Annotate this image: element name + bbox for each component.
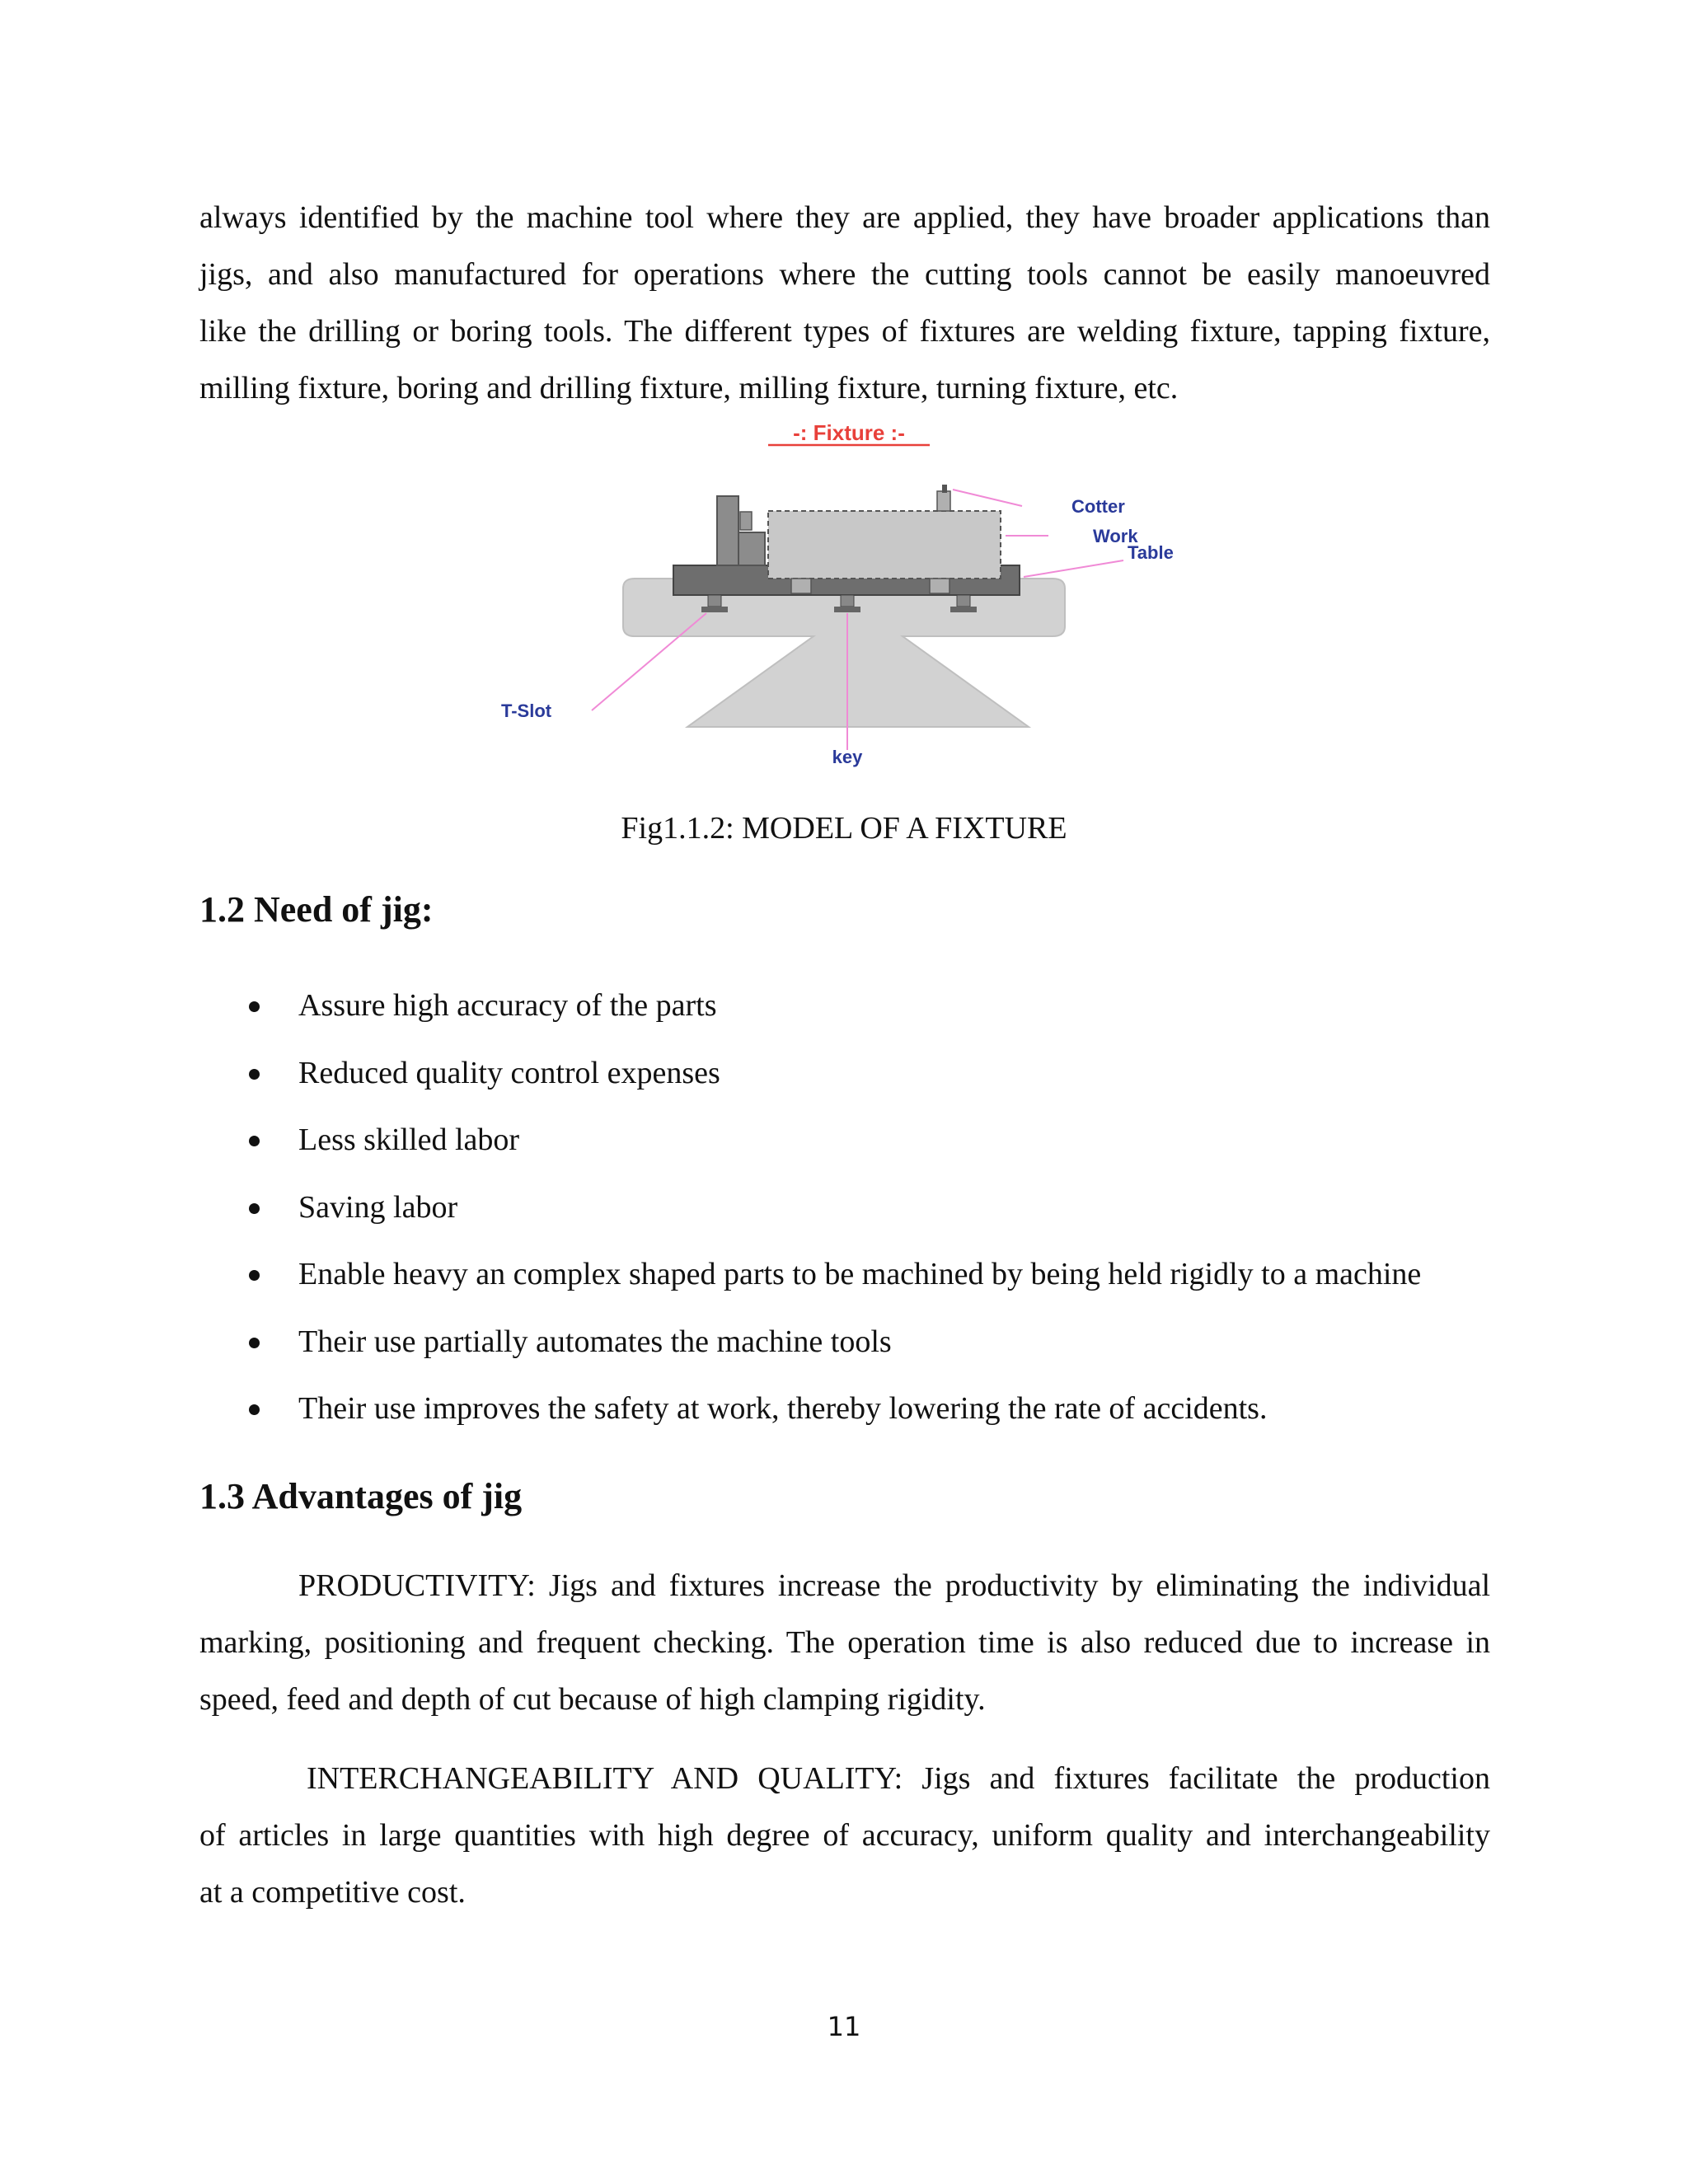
bullet-dot [249,1404,260,1415]
cotter-leader [953,490,1022,506]
text-line: speed, feed and depth of cut because of high clamping rigidity. [199,1682,986,1717]
text-line: jigs, and also manufactured for operations where the cutting tools cannot be easily manoeuvred [199,257,1490,292]
cotter-part [937,491,950,511]
bullet-dot [249,1136,260,1146]
workpiece [768,511,1001,579]
list-item-text: Their use partially automates the machine tools [298,1324,892,1359]
figure-caption: Fig1.1.2: MODEL OF A FIXTURE [621,811,1067,846]
cotter-pin [942,485,947,493]
list-item-text: Reduced quality control expenses [298,1055,720,1090]
list-item-text: Their use improves the safety at work, thereby lowering the rate of accidents. [298,1391,1268,1426]
text-line: marking, positioning and frequent checking. The operation time is also reduced due to increase in [199,1625,1490,1660]
section-heading-advantages: 1.3 Advantages of jig [199,1476,523,1516]
list-item-text: Enable heavy an complex shaped parts to be machined by being held rigidly to a machine [298,1257,1422,1291]
bullet-dot [249,1338,260,1348]
t-bolt-left [708,595,721,607]
label-work: Work [1093,526,1138,546]
table-leader [1024,560,1123,577]
page-number: 11 [827,2011,861,2042]
label-key: key [832,747,863,767]
bullet-dot [249,1069,260,1080]
label-cotter: Cotter [1071,496,1125,517]
locating-block [717,496,738,565]
list-item-text: Saving labor [298,1189,458,1225]
text-line: like the drilling or boring tools. The different types of fixtures are welding fixture, tapping fixture, [199,314,1490,349]
support-pin-right [930,579,950,593]
key-bolt [841,595,854,607]
t-bolt-right-head [950,607,977,612]
intro-paragraph [199,190,1490,417]
t-bolt-left-head [701,607,728,612]
list-item [199,1107,1518,1174]
text-line: milling fixture, boring and drilling fixture, milling fixture, turning fixture, etc. [199,371,1179,405]
label-t-slot: T-Slot [501,701,552,721]
text-line: INTERCHANGEABILITY AND QUALITY: Jigs and fixtures facilitate the production [307,1761,1490,1796]
label-table: Table [1128,542,1174,563]
key-bolt-head [834,607,860,612]
t-bolt-right [957,595,970,607]
list-item [199,1174,1518,1242]
text-line: PRODUCTIVITY: Jigs and fixtures increase the productivity by eliminating the individual [298,1568,1490,1603]
list-item [199,1376,1518,1443]
bullet-dot [249,1001,260,1012]
locating-block-foot [738,532,765,565]
bullet-dot [249,1203,260,1214]
list-item-text: Assure high accuracy of the parts [298,988,717,1023]
list-item-text: Less skilled labor [298,1122,520,1157]
text-line: of articles in large quantities with high degree of accuracy, uniform quality and interchangeability [199,1818,1490,1853]
need-bullet-list [199,972,1518,1443]
quality-paragraph [199,1750,1490,1921]
support-pin-left [791,579,811,593]
locating-pin [740,512,752,530]
figure-title: -: Fixture :- [793,420,905,445]
text-line: always identified by the machine tool where they are applied, they have broader applications than [199,200,1490,235]
list-item [199,1309,1518,1376]
section-heading-need: 1.2 Need of jig: [199,889,434,930]
productivity-paragraph [199,1558,1490,1728]
list-item [199,972,1518,1040]
fixture-diagram [478,420,1236,775]
text-line: at a competitive cost. [199,1875,466,1910]
list-item [199,1040,1518,1108]
list-item [199,1241,1518,1309]
bullet-dot [249,1270,260,1281]
